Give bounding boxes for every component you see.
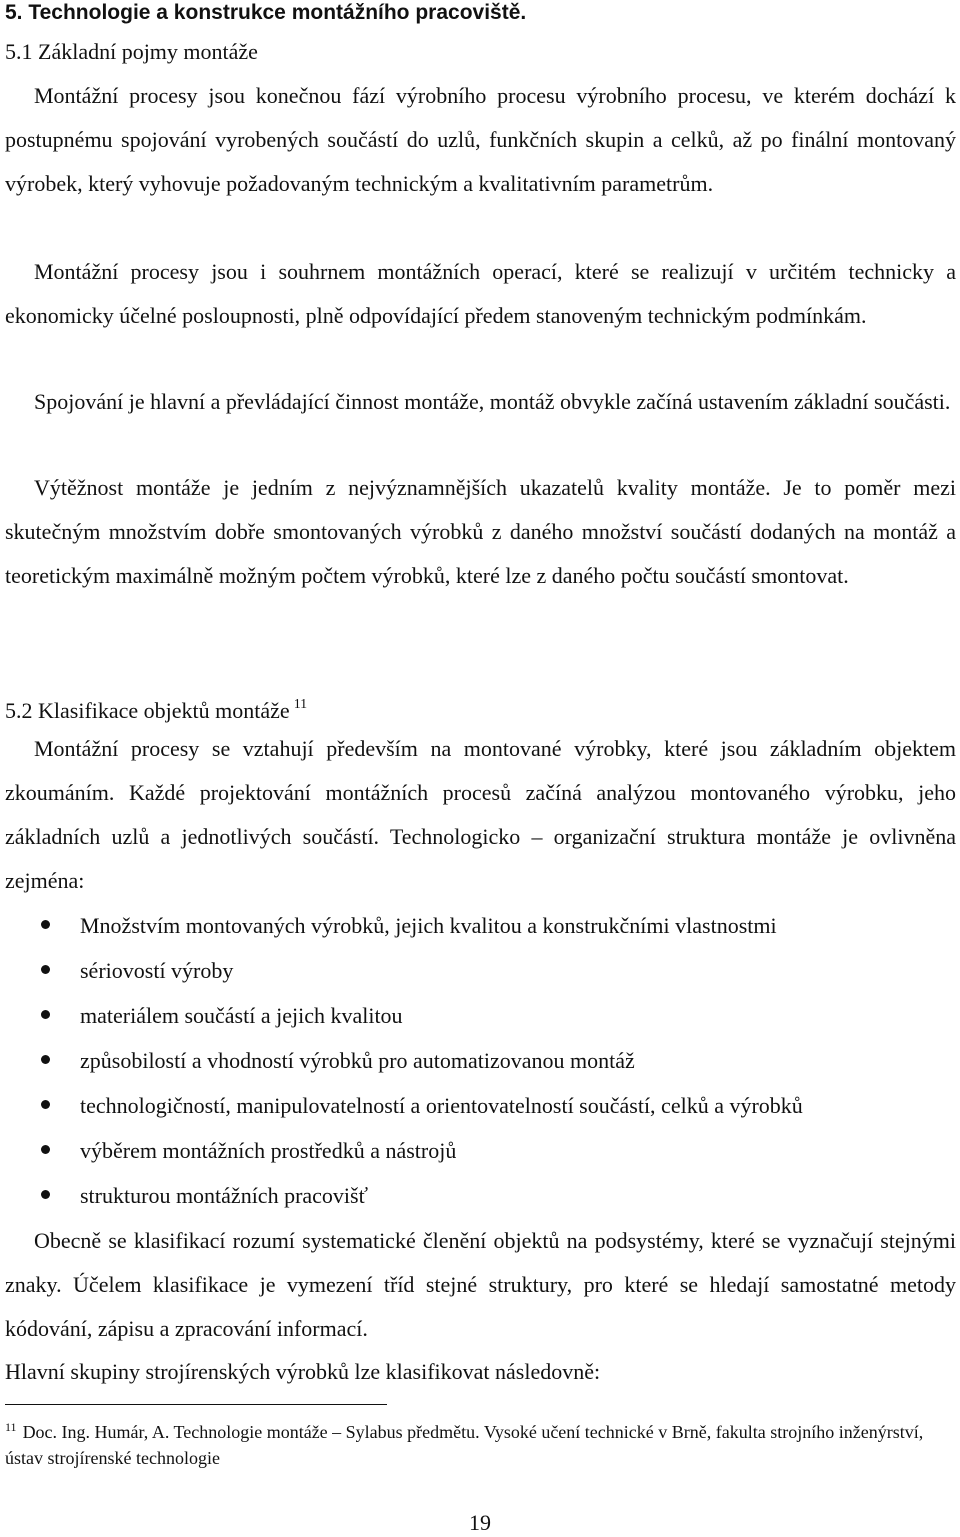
bullet-icon bbox=[41, 1010, 50, 1019]
paragraph-classification-intro: Montážní procesy se vztahují především na montované výrobky, které jsou základním objektem zkoumáním. Každé projektování montážních procesů začíná analýzou montovaného výrobku, jeho základních uzlů a jednotlivých součástí. Technologicko – organizační struktura montáže je ovlivněna zejména: bbox=[5, 736, 956, 893]
bullet-icon bbox=[41, 1100, 50, 1109]
list-item: způsobilostí a vhodností výrobků pro automatizovanou montáž bbox=[5, 1038, 956, 1083]
bullet-icon bbox=[41, 1055, 50, 1064]
list-item: materiálem součástí a jejich kvalitou bbox=[5, 993, 956, 1038]
factor-list bbox=[5, 903, 956, 1218]
footnote bbox=[5, 1414, 956, 1471]
list-item: sériovostí výroby bbox=[5, 948, 956, 993]
bullet-icon bbox=[41, 920, 50, 929]
bullet-icon bbox=[41, 1190, 50, 1199]
page-number: 19 bbox=[469, 1510, 491, 1535]
list-item: Množstvím montovaných výrobků, jejich kvalitou a konstrukčními vlastnostmi bbox=[5, 903, 956, 948]
paragraph-joining: Spojování je hlavní a převládající činnost montáže, montáž obvykle začíná ustavením základní součásti. bbox=[34, 389, 951, 414]
list-item: výběrem montážních prostředků a nástrojů bbox=[5, 1128, 956, 1173]
chapter-heading: 5. Technologie a konstrukce montážního pracoviště. bbox=[5, 1, 527, 24]
footnote-mark: 11 bbox=[5, 1420, 17, 1434]
footnote-text: Doc. Ing. Humár, A. Technologie montáže – Sylabus předmětu. Vysoké učení technické v Brně, fakulta strojního inženýrství, ústav strojírenské technologie bbox=[5, 1422, 924, 1468]
bullet-icon bbox=[41, 1145, 50, 1154]
section-5-1-heading: 5.1 Základní pojmy montáže bbox=[5, 39, 258, 64]
bullet-icon bbox=[41, 965, 50, 974]
list-item: technologičností, manipulovatelností a orientovatelností součástí, celků a výrobků bbox=[5, 1083, 956, 1128]
paragraph-assembly-operations: Montážní procesy jsou i souhrnem montážních operací, které se realizují v určitém technicky a ekonomicky účelné posloupnosti, plně odpovídající předem stanoveným technickým podmínkám. bbox=[5, 259, 956, 328]
paragraph-classification-definition: Obecně se klasifikací rozumí systematické členění objektů na podsystémy, které se vyznačují stejnými znaky. Účelem klasifikace je vymezení tříd stejné struktury, pro které se hledají samostatné metody kódování, zápisu a zpracování informací. bbox=[5, 1228, 956, 1341]
list-item: strukturou montážních pracovišť bbox=[5, 1173, 956, 1218]
section-5-2-heading bbox=[5, 692, 307, 724]
paragraph-product-groups: Hlavní skupiny strojírenských výrobků lze klasifikovat následovně: bbox=[5, 1359, 601, 1384]
paragraph-assembly-yield: Výtěžnost montáže je jedním z nejvýznamnějších ukazatelů kvality montáže. Je to poměr mezi skutečným množstvím dobře smontovaných výrobků z daného množství součástí dodaných na montáž a teoretickým maximálně možným počtem výrobků, které lze z daného počtu součástí smontovat. bbox=[5, 475, 956, 588]
footnote-divider bbox=[5, 1404, 387, 1405]
paragraph-assembly-definition: Montážní procesy jsou konečnou fází výrobního procesu výrobního procesu, ve kterém dochází k postupnému spojování vyrobených součástí do uzlů, funkčních skupin a celků, až po finální montovaný výrobek, který vyhovuje požadovaným technickým a kvalitativním parametrům. bbox=[5, 83, 956, 196]
section-5-2-heading-text: 5.2 Klasifikace objektů montáže bbox=[5, 698, 290, 723]
footnote-reference: 11 bbox=[293, 697, 308, 712]
